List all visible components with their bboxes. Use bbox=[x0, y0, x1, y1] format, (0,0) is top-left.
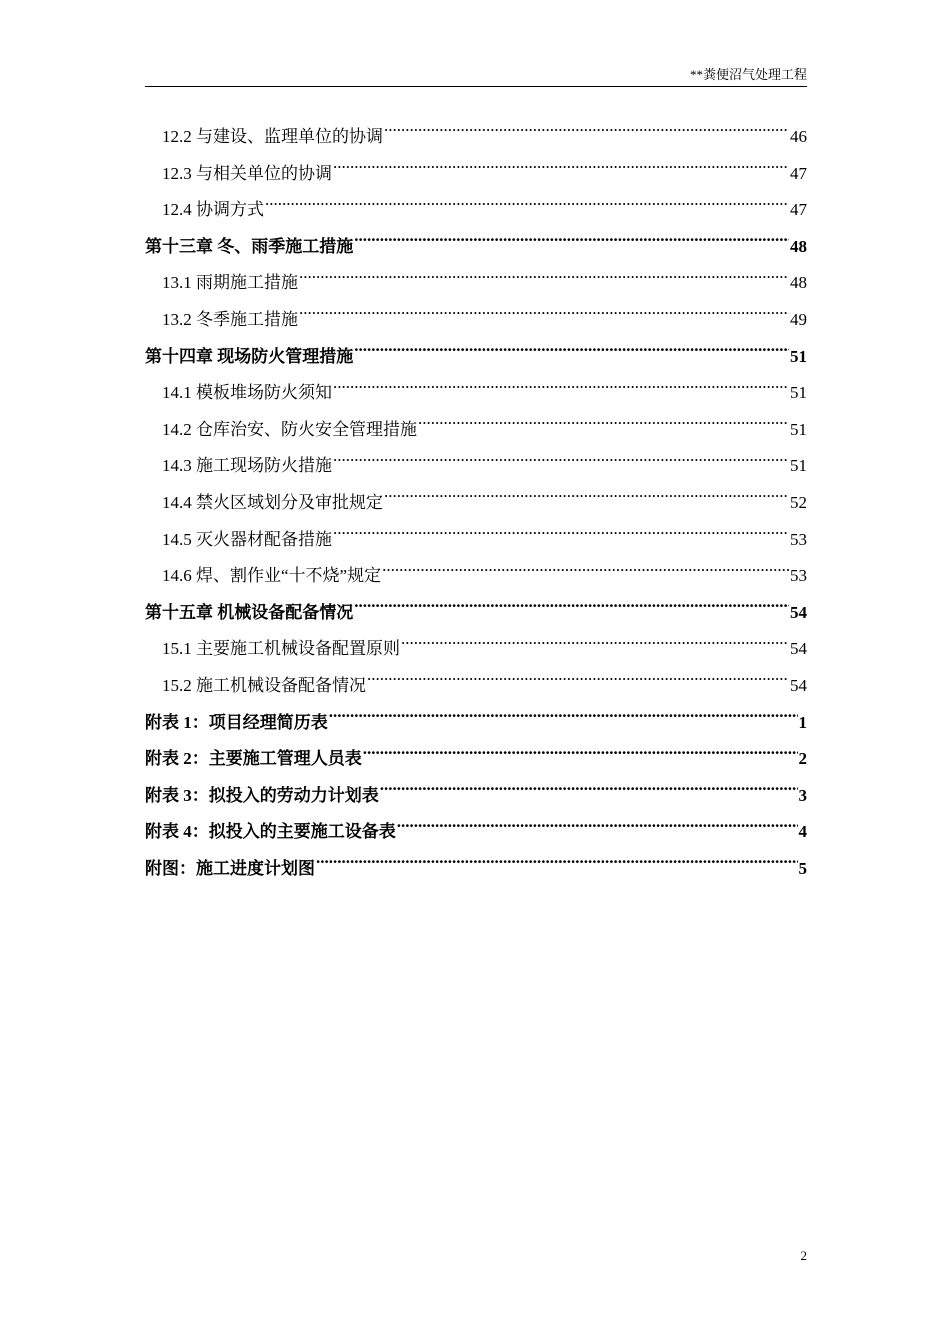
toc-entry-title: 14.1 模板堆场防火须知 bbox=[162, 383, 332, 403]
toc-entry-page: 49 bbox=[790, 309, 807, 329]
header-title: **粪便沼气处理工程 bbox=[689, 67, 807, 82]
toc-entry-page: 5 bbox=[798, 858, 807, 878]
toc-dot-leader bbox=[367, 674, 789, 691]
toc-dot-leader bbox=[363, 747, 798, 764]
toc-dot-leader bbox=[333, 381, 789, 398]
toc-section-entry[interactable] bbox=[145, 522, 807, 559]
toc-entry-page: 54 bbox=[790, 675, 807, 695]
toc-entry-page: 47 bbox=[790, 200, 807, 220]
toc-dot-leader bbox=[354, 235, 789, 252]
toc-dot-leader bbox=[333, 162, 789, 179]
toc-entry-title: 12.2 与建设、监理单位的协调 bbox=[162, 127, 383, 146]
table-of-contents bbox=[145, 119, 807, 887]
toc-dot-leader bbox=[382, 564, 789, 581]
toc-chapter-entry[interactable] bbox=[145, 705, 807, 742]
toc-chapter-entry[interactable] bbox=[145, 339, 807, 376]
toc-dot-leader bbox=[354, 601, 789, 618]
toc-entry-title: 12.4 协调方式 bbox=[162, 200, 264, 220]
toc-entry-title: 附表 4：拟投入的主要施工设备表 bbox=[145, 822, 396, 842]
toc-entry-title: 附表 2：主要施工管理人员表 bbox=[145, 749, 362, 769]
toc-entry-page: 3 bbox=[798, 785, 807, 805]
toc-dot-leader bbox=[299, 308, 789, 325]
toc-section-entry[interactable] bbox=[145, 485, 807, 522]
toc-chapter-entry[interactable] bbox=[145, 851, 807, 888]
toc-entry-title: 第十五章 机械设备配备情况 bbox=[145, 602, 354, 622]
toc-entry-page: 53 bbox=[790, 566, 807, 586]
toc-entry-page: 4 bbox=[798, 822, 807, 842]
toc-entry-page: 54 bbox=[790, 639, 807, 659]
toc-dot-leader bbox=[265, 198, 789, 215]
toc-section-entry[interactable] bbox=[145, 156, 807, 193]
toc-entry-title: 第十四章 现场防火管理措施 bbox=[145, 346, 354, 366]
toc-section-entry[interactable] bbox=[145, 448, 807, 485]
toc-entry-page: 51 bbox=[790, 346, 807, 366]
toc-entry-title: 附表 3：拟投入的劳动力计划表 bbox=[145, 785, 379, 805]
toc-section-entry[interactable] bbox=[145, 192, 807, 229]
toc-entry-page: 48 bbox=[790, 273, 807, 293]
toc-dot-leader bbox=[299, 271, 789, 288]
toc-dot-leader bbox=[380, 784, 798, 801]
toc-entry-title: 15.2 施工机械设备配备情况 bbox=[162, 675, 366, 695]
toc-entry-page: 53 bbox=[790, 529, 807, 549]
toc-chapter-entry[interactable] bbox=[145, 595, 807, 632]
toc-dot-leader bbox=[418, 418, 789, 435]
toc-section-entry[interactable] bbox=[145, 412, 807, 449]
toc-entry-page: 54 bbox=[790, 602, 807, 622]
toc-section-entry[interactable] bbox=[145, 668, 807, 705]
toc-entry-page: 46 bbox=[790, 127, 807, 146]
toc-entry-title: 12.3 与相关单位的协调 bbox=[162, 163, 332, 183]
toc-dot-leader bbox=[333, 528, 789, 545]
toc-entry-page: 47 bbox=[790, 163, 807, 183]
toc-entry-title: 15.1 主要施工机械设备配置原则 bbox=[162, 639, 400, 659]
toc-section-entry[interactable] bbox=[145, 265, 807, 302]
toc-entry-title: 14.3 施工现场防火措施 bbox=[162, 456, 332, 476]
toc-entry-page: 1 bbox=[798, 712, 807, 732]
toc-entry-page: 48 bbox=[790, 236, 807, 256]
toc-entry-title: 14.6 焊、割作业“十不烧”规定 bbox=[162, 566, 382, 586]
toc-dot-leader bbox=[316, 857, 798, 874]
toc-section-entry[interactable] bbox=[145, 375, 807, 412]
toc-dot-leader bbox=[354, 345, 789, 362]
toc-entry-page: 51 bbox=[790, 419, 807, 439]
toc-entry-title: 13.2 冬季施工措施 bbox=[162, 309, 298, 329]
toc-entry-page: 52 bbox=[790, 492, 807, 512]
toc-chapter-entry[interactable] bbox=[145, 229, 807, 266]
toc-entry-page: 2 bbox=[798, 749, 807, 769]
page-header bbox=[145, 66, 807, 87]
toc-section-entry[interactable] bbox=[145, 558, 807, 595]
toc-section-entry[interactable] bbox=[145, 119, 807, 156]
toc-dot-leader bbox=[329, 711, 798, 728]
toc-entry-title: 14.4 禁火区域划分及审批规定 bbox=[162, 492, 383, 512]
toc-chapter-entry[interactable] bbox=[145, 778, 807, 815]
toc-dot-leader bbox=[333, 454, 789, 471]
toc-dot-leader bbox=[384, 491, 789, 508]
toc-entry-page: 51 bbox=[790, 383, 807, 403]
toc-entry-title: 13.1 雨期施工措施 bbox=[162, 273, 298, 293]
toc-chapter-entry[interactable] bbox=[145, 814, 807, 851]
toc-entry-title: 附图：施工进度计划图 bbox=[145, 858, 315, 878]
toc-entry-title: 第十三章 冬、雨季施工措施 bbox=[145, 236, 354, 256]
toc-entry-page: 51 bbox=[790, 456, 807, 476]
toc-dot-leader bbox=[401, 637, 789, 654]
toc-dot-leader bbox=[397, 820, 798, 837]
page-number: 2 bbox=[800, 1248, 807, 1263]
toc-section-entry[interactable] bbox=[145, 302, 807, 339]
toc-section-entry[interactable] bbox=[145, 631, 807, 668]
toc-entry-title: 14.5 灭火器材配备措施 bbox=[162, 529, 332, 549]
toc-chapter-entry[interactable] bbox=[145, 741, 807, 778]
toc-dot-leader bbox=[384, 125, 789, 142]
toc-entry-title: 附表 1：项目经理简历表 bbox=[145, 712, 328, 732]
toc-entry-title: 14.2 仓库治安、防火安全管理措施 bbox=[162, 419, 417, 439]
